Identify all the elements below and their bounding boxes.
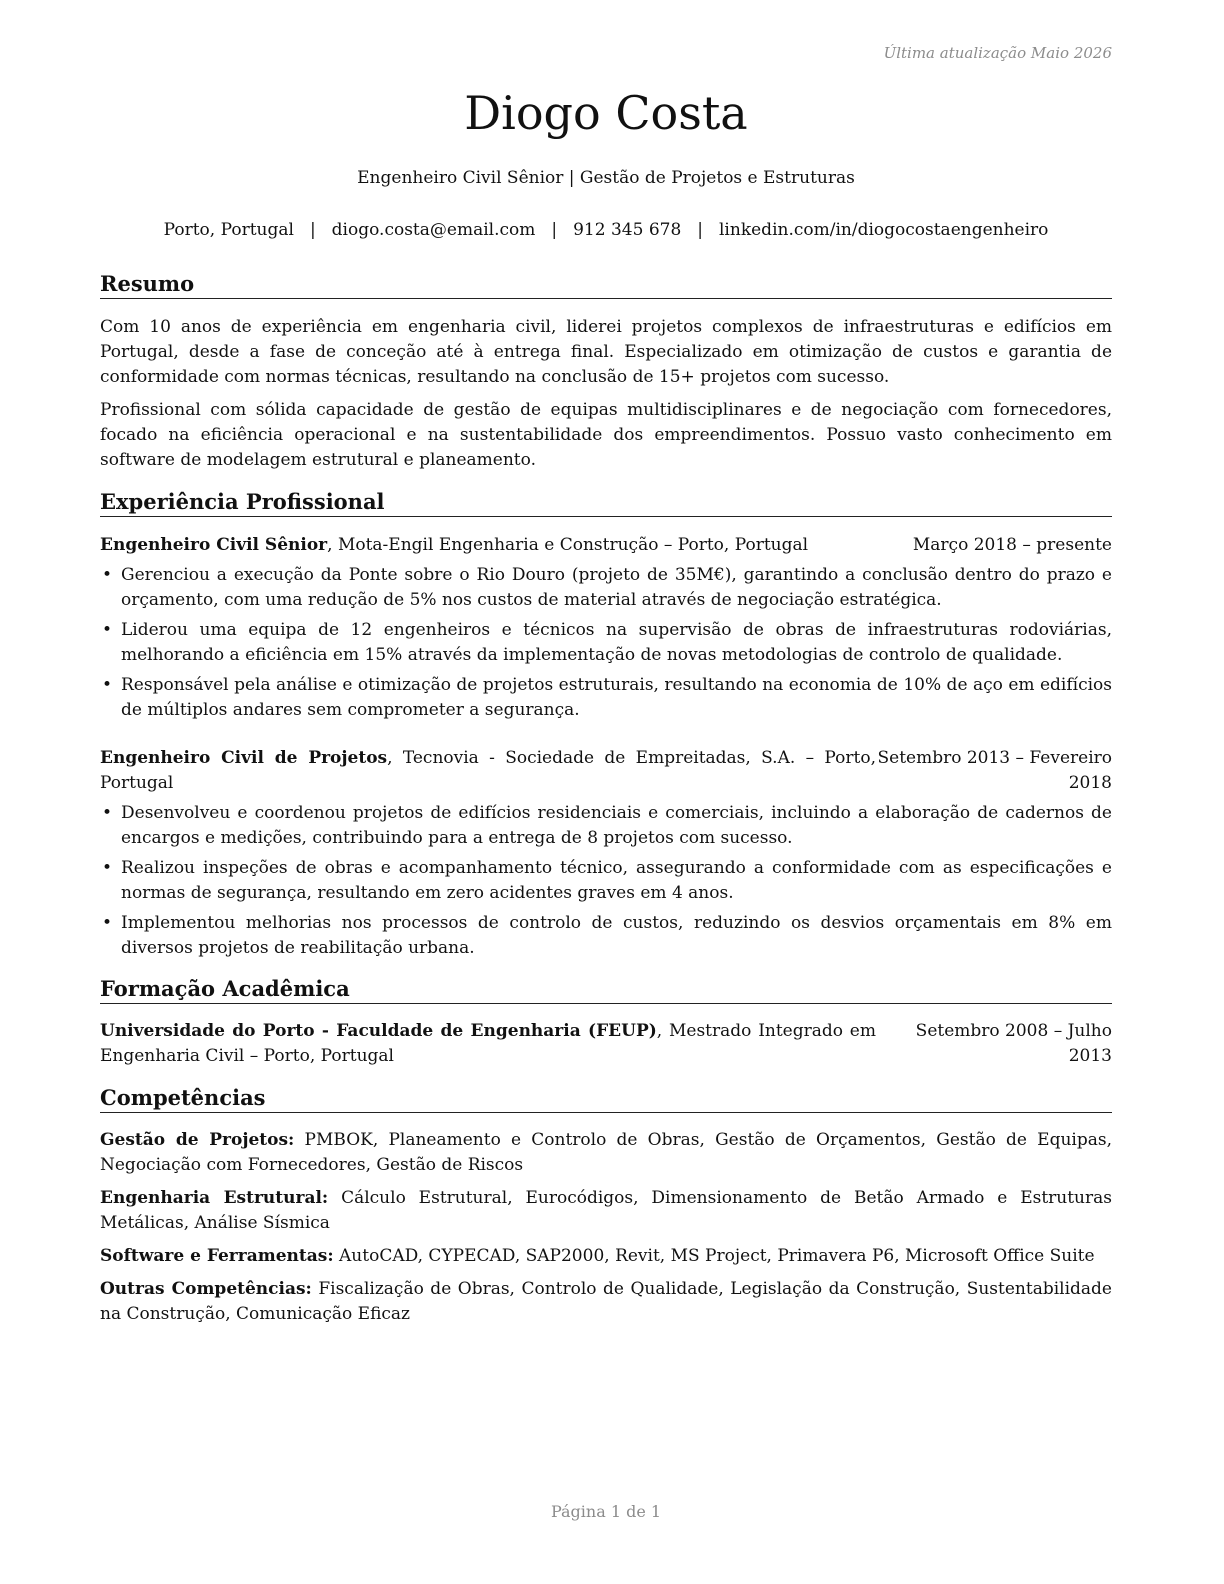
skill-group	[100, 1128, 1112, 1178]
summary-paragraph: Com 10 anos de experiência em engenharia civil, liderei projetos complexos de infraestruturas e edifícios em Portugal, desde a fase de conceção até à entrega final. Especializado em otimização de custos e garantia de conformidade com normas técnicas, resultando na conclusão de 15+ projetos com sucesso.	[100, 317, 1112, 387]
job-title-line	[100, 746, 876, 796]
contact-location: Porto, Portugal	[163, 220, 294, 240]
skill-label: Outras Competências:	[100, 1279, 312, 1299]
section-title-competencias: Competências	[100, 1085, 1112, 1113]
bullet-text: Responsável pela análise e otimização de projetos estruturais, resultando na economia de 10% de aço em edifícios de múltiplos andares sem comprometer a segurança.	[121, 675, 1112, 720]
bullet-text: Implementou melhorias nos processos de controlo de custos, reduzindo os desvios orçamentais em 8% em diversos projetos de reabilitação urbana.	[121, 913, 1112, 958]
contact-phone: 912 345 678	[573, 220, 682, 240]
skill-label: Gestão de Projetos:	[100, 1130, 295, 1150]
job-title-line	[100, 533, 913, 558]
list-item	[100, 856, 1112, 906]
skill-text: Fiscalização de Obras, Controlo de Qualidade, Legislação da Construção, Sustentabilidade na Construção, Comunicação Eficaz	[100, 1279, 1112, 1324]
skill-text: Cálculo Estrutural, Eurocódigos, Dimensionamento de Betão Armado e Estruturas Metálicas, Análise Sísmica	[100, 1188, 1112, 1233]
last-updated: Última atualização Maio 2026	[883, 44, 1112, 62]
list-item	[100, 618, 1112, 668]
education-degree: , Mestrado Integrado em Engenharia Civil – Porto, Portugal	[100, 1021, 876, 1066]
skill-group	[100, 1277, 1112, 1327]
education-institution: Universidade do Porto - Faculdade de Engenharia (FEUP)	[100, 1021, 657, 1041]
bullet-icon: •	[102, 620, 113, 640]
skill-text: PMBOK, Planeamento e Controlo de Obras, Gestão de Orçamentos, Gestão de Equipas, Negociação com Fornecedores, Gestão de Riscos	[100, 1130, 1113, 1175]
job-role: Engenheiro Civil Sênior	[100, 535, 328, 555]
bullet-text: Desenvolveu e coordenou projetos de edifícios residenciais e comerciais, incluindo a elaboração de cadernos de encargos e medições, contribuindo para a entrega de 8 projetos com sucesso.	[121, 803, 1112, 848]
contact-linkedin-link[interactable]: linkedin.com/in/diogocostaengenheiro	[719, 220, 1049, 240]
list-item	[100, 801, 1112, 851]
skill-group	[100, 1244, 1112, 1269]
job-header	[100, 533, 1112, 558]
job-dates: Setembro 2013 – Fevereiro 2018	[877, 748, 1112, 793]
education-dates: Setembro 2008 – Julho 2013	[915, 1021, 1112, 1066]
contact-separator: |	[551, 220, 558, 240]
contact-separator: |	[309, 220, 316, 240]
job-entry	[100, 746, 1112, 961]
candidate-name: Diogo Costa	[464, 86, 748, 140]
job-bullets	[100, 563, 1112, 723]
summary-paragraph: Profissional com sólida capacidade de gestão de equipas multidisciplinares e de negociação com fornecedores, focado na eficiência operacional e na sustentabilidade dos empreendimentos. Possuo vasto conhecimento em software de modelagem estrutural e planeamento.	[100, 400, 1112, 470]
skills-section	[100, 1128, 1112, 1327]
list-item	[100, 673, 1112, 723]
job-role: Engenheiro Civil de Projetos	[100, 748, 388, 768]
list-item	[100, 563, 1112, 613]
bullet-icon: •	[102, 675, 113, 695]
candidate-headline: Engenheiro Civil Sênior | Gestão de Projetos e Estruturas	[357, 168, 855, 188]
job-dates: Março 2018 – presente	[912, 535, 1112, 555]
job-company: , Tecnovia - Sociedade de Empreitadas, S.A. – Porto, Portugal	[100, 748, 876, 793]
skill-text: AutoCAD, CYPECAD, SAP2000, Revit, MS Project, Primavera P6, Microsoft Office Suite	[333, 1246, 1095, 1266]
education-header	[100, 1019, 1112, 1069]
bullet-icon: •	[102, 565, 113, 585]
section-title-resumo: Resumo	[100, 271, 1112, 299]
page-number: Página 1 de 1	[550, 1502, 662, 1521]
bullet-text: Liderou uma equipa de 12 engenheiros e técnicos na supervisão de obras de infraestruturas rodoviárias, melhorando a eficiência em 15% através da implementação de novas metodologias de controlo de qualidade.	[121, 620, 1112, 665]
education-entry	[100, 1019, 1112, 1069]
resume-page	[100, 0, 1112, 1584]
bullet-text: Realizou inspeções de obras e acompanhamento técnico, assegurando a conformidade com as especificações e normas de segurança, resultando em zero acidentes graves em 4 anos.	[121, 858, 1112, 903]
skill-group	[100, 1186, 1112, 1236]
education-line	[100, 1019, 876, 1069]
skill-label: Software e Ferramentas:	[100, 1246, 334, 1266]
bullet-icon: •	[102, 803, 113, 823]
skill-label: Engenharia Estrutural:	[100, 1188, 329, 1208]
bullet-icon: •	[102, 913, 113, 933]
section-title-experiencia: Experiência Profissional	[100, 489, 1112, 517]
contact-email-link[interactable]: diogo.costa@email.com	[331, 220, 536, 240]
job-bullets	[100, 801, 1112, 961]
contact-separator: |	[697, 220, 703, 240]
bullet-text: Gerenciou a execução da Ponte sobre o Rio Douro (projeto de 35M€), garantindo a conclusão dentro do prazo e orçamento, com uma redução de 5% nos custos de material através de negociação estratégica.	[121, 565, 1112, 610]
bullet-icon: •	[102, 858, 113, 878]
contact-line	[100, 220, 1112, 240]
list-item	[100, 911, 1112, 961]
job-entry	[100, 533, 1112, 723]
job-header	[100, 746, 1112, 796]
summary-section	[100, 315, 1112, 473]
section-title-formacao: Formação Acadêmica	[100, 976, 1112, 1004]
job-company: , Mota-Engil Engenharia e Construção – Porto, Portugal	[327, 535, 809, 555]
